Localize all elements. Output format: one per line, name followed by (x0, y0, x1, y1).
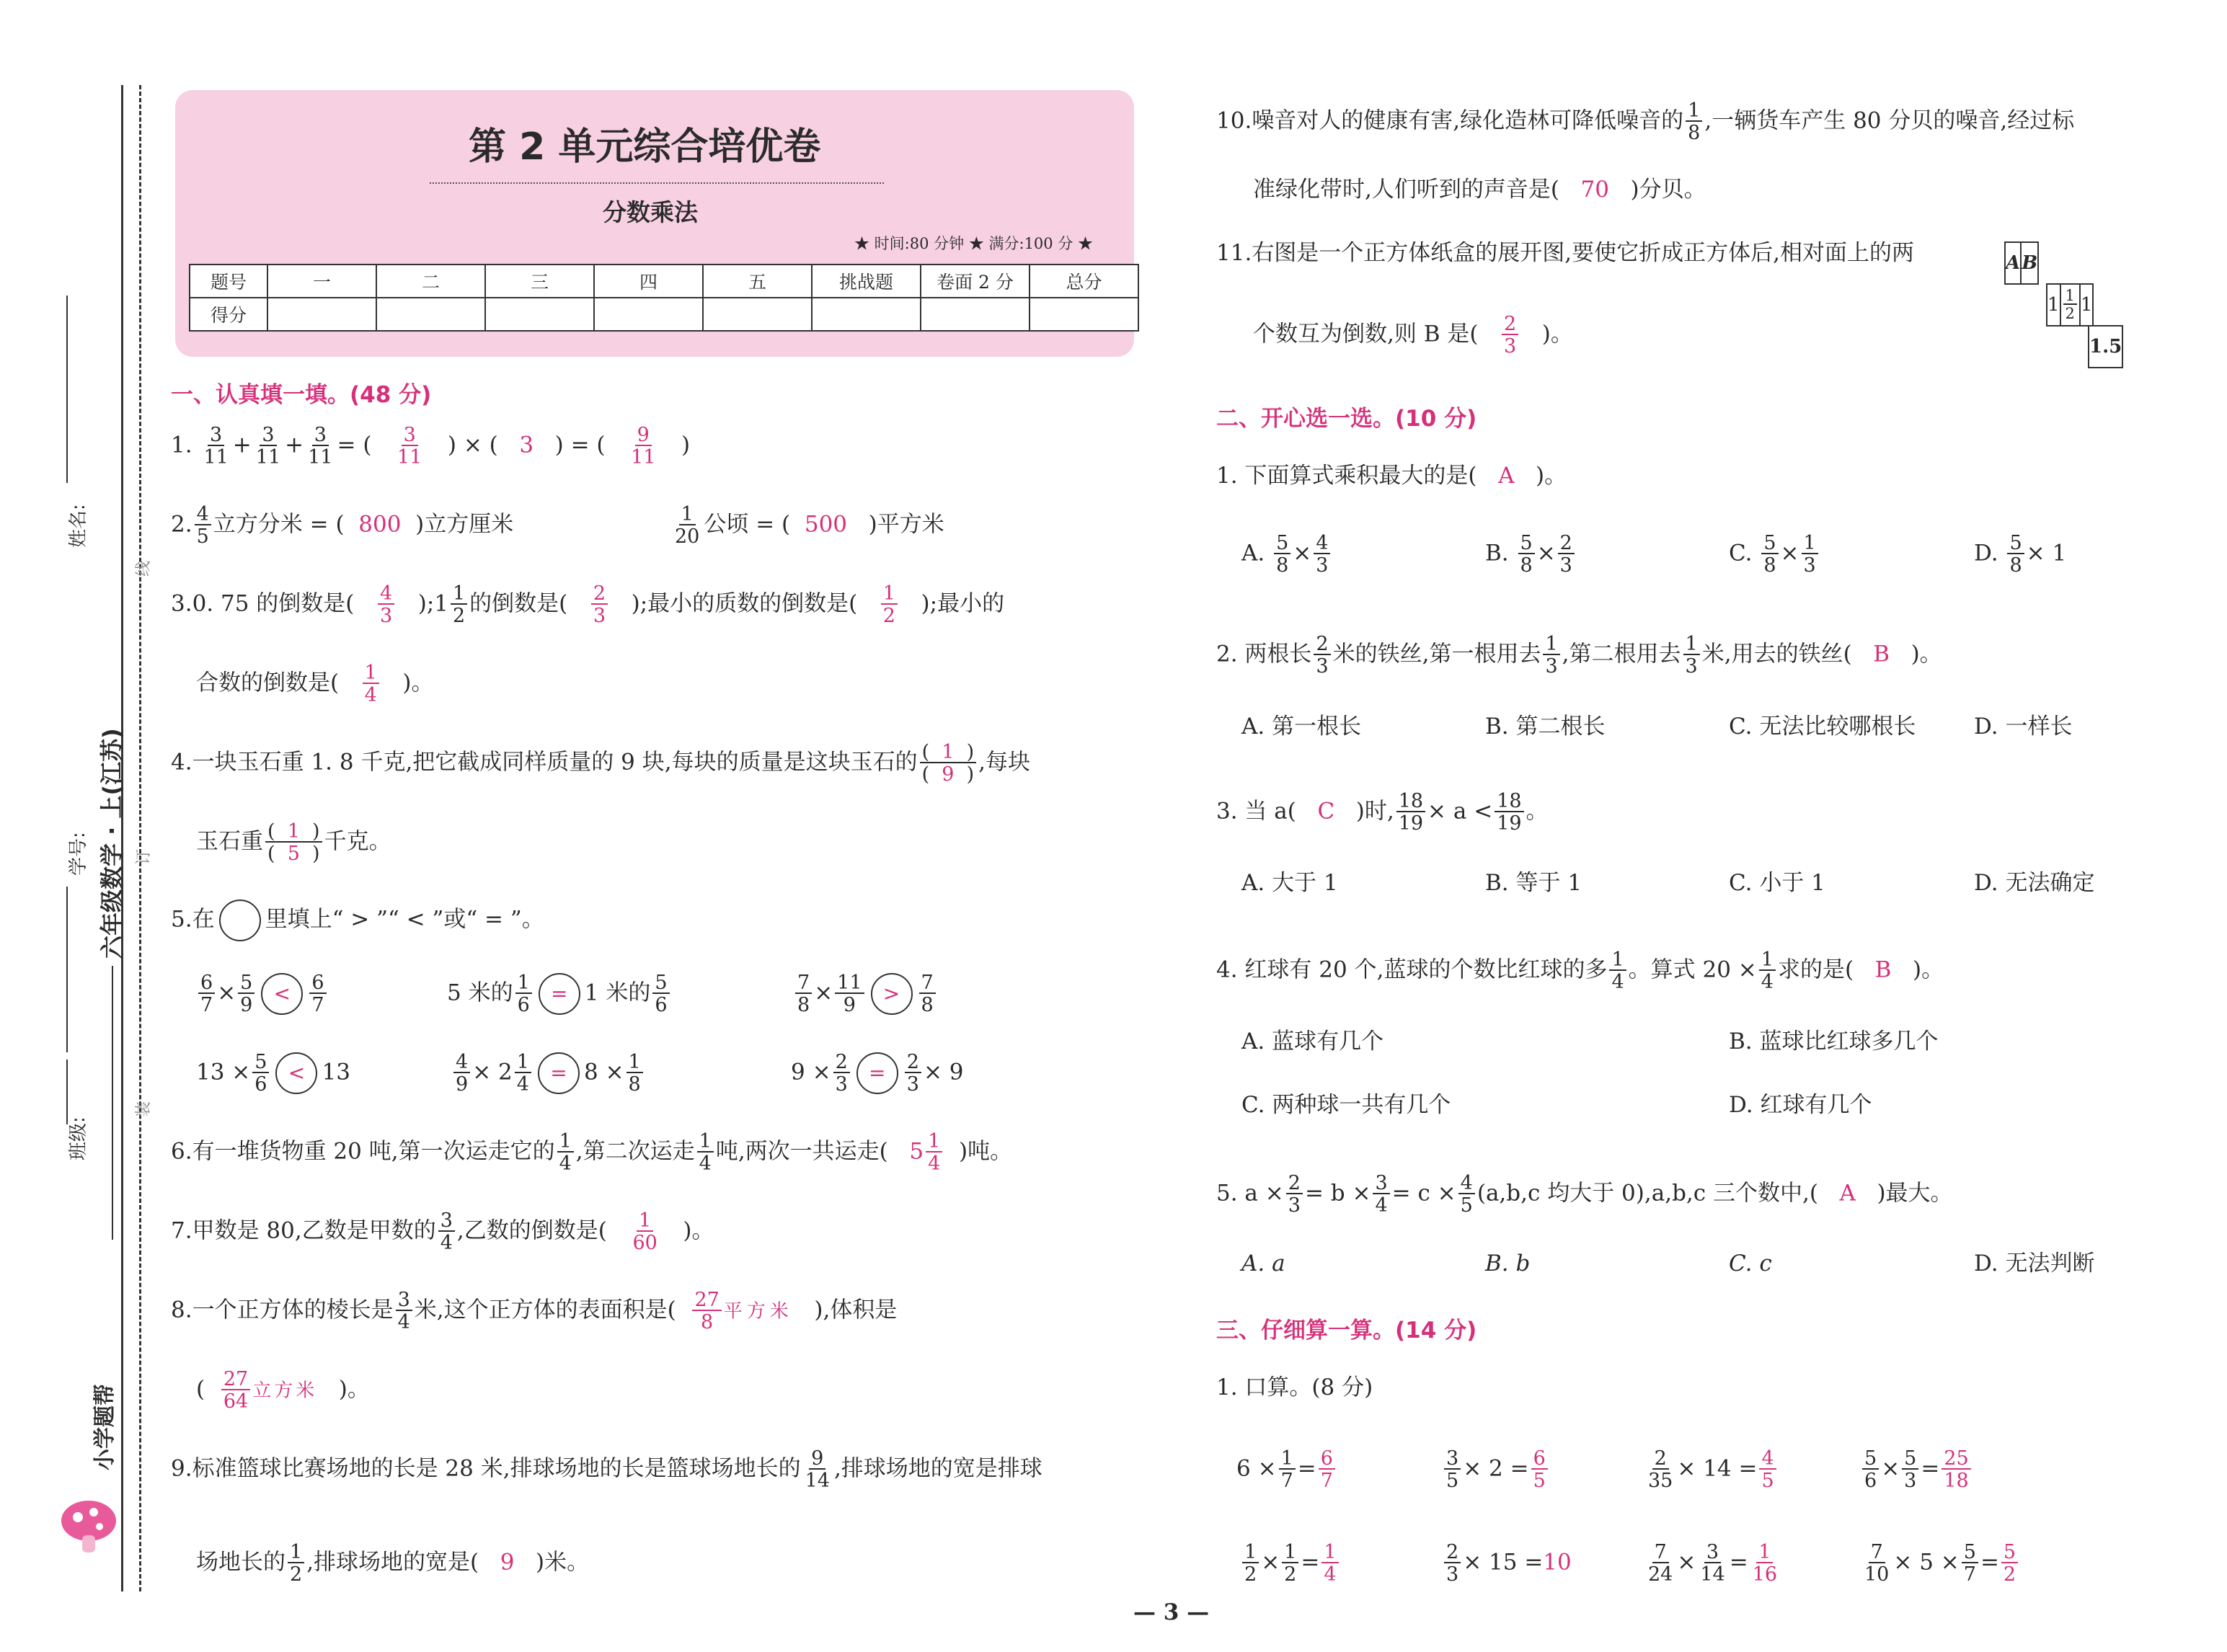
calc: $\frac{7}{10}$ × 5 × $\frac{5}{7}$ = $\frac{5}{2}$ (1860, 1542, 2020, 1584)
score-col: 五 (703, 265, 812, 298)
q-text: = b × (1304, 1180, 1371, 1207)
brand-label: 小学题帮 (92, 1384, 118, 1470)
q-num: 9. (171, 1455, 192, 1482)
q-text: ,第二根用去 (1562, 641, 1681, 667)
s1-q5-row1c: $\frac{7}{8}$ × $\frac{11}{9}$ > $\frac{7}{8}$ (793, 973, 938, 1015)
class-field[interactable] (66, 1060, 68, 1124)
bind-mark-line: 线 (135, 560, 153, 577)
answer: A (1498, 463, 1515, 489)
s1-q5-row2c: 9 × $\frac{2}{3}$ = $\frac{2}{3}$ × 9 (791, 1051, 964, 1096)
score-col: 题号 (190, 265, 267, 298)
q-text: 噪音对人的健康有害,绿化造林可降低噪音的 (1252, 107, 1684, 134)
answer: 3 (519, 432, 534, 458)
q11b: 个数互为倒数,则 B 是( $\frac{2}{3}$ )。 (1253, 313, 1573, 358)
score-cell[interactable] (812, 298, 921, 331)
section-1-title: 一、认真填一填。(48 分) (171, 382, 432, 408)
score-cell[interactable] (1030, 298, 1138, 331)
score-cell[interactable] (267, 298, 376, 331)
q-text: )。 (1536, 463, 1567, 489)
s2-q3: 3. 当 a( C )时, $\frac{18}{19}$ × a < $\frac{18}{19}$ 。 (1216, 790, 1549, 835)
s1-q4b: 玉石重 $\frac{( 1 )}{( 5 )}$ 千克。 (196, 820, 391, 865)
q-text: );最小的 (921, 590, 1005, 617)
option-a[interactable]: A. a (1241, 1251, 1285, 1276)
q-text: )。 (402, 670, 434, 696)
q-num: 7. (171, 1217, 192, 1244)
q10: 10.噪音对人的健康有害,绿化造林可降低噪音的 $\frac{1}{8}$ ,一辆货车产生 80 分贝的噪音,经过标 (1216, 99, 2075, 144)
q-text: )时, (1355, 798, 1394, 825)
calc: $\frac{1}{2}$ × $\frac{1}{2}$ = $\frac{1}{4}$ (1240, 1542, 1341, 1584)
q-text: = c × (1391, 1180, 1456, 1207)
name-field[interactable] (66, 296, 68, 483)
score-col: 四 (594, 265, 703, 298)
q-text: 5. a × (1216, 1180, 1284, 1207)
net-face: 1 (2047, 284, 2060, 326)
q-text: 1 米的 (584, 980, 651, 1006)
score-cell[interactable] (921, 298, 1030, 331)
name-label: 姓名: (68, 504, 89, 548)
s3-q1: 1. 口算。(8 分) (1216, 1375, 1373, 1400)
answer: 5 (909, 1138, 924, 1165)
score-cell[interactable] (376, 298, 485, 331)
calc: $\frac{3}{5}$ × 2 = $\frac{6}{5}$ (1442, 1449, 1550, 1491)
option-b[interactable]: B. 蓝球比红球多几个 (1729, 1029, 1939, 1054)
score-col: 一 (267, 265, 376, 298)
title-divider (430, 182, 884, 184)
q-num: 2. (171, 511, 192, 538)
s1-q5-row1b: 5 米的 $\frac{1}{6}$ = 1 米的 $\frac{5}{6}$ (447, 973, 672, 1015)
q-text: 个数互为倒数,则 B 是( (1253, 321, 1479, 347)
q-text: 千克。 (324, 828, 391, 855)
q-num: 6. (171, 1138, 192, 1165)
course-rule (112, 966, 113, 1240)
net-face: A (2005, 242, 2021, 284)
answer: 70 (1580, 177, 1609, 203)
q-num: 8. (171, 1297, 192, 1323)
q-num: 10. (1216, 107, 1252, 134)
s1-q8: 8.一个正方体的棱长是 $\frac{3}{4}$ 米,这个正方体的表面积是( $\frac{27}{8}$ 平方米 ),体积是 (171, 1289, 898, 1333)
option-d[interactable]: D. 无法确定 (1974, 870, 2095, 896)
q-text: 一块玉石重 1. 8 千克,把它截成同样质量的 9 块,每块的质量是这块玉石的 (192, 749, 918, 776)
q-text: 在 (192, 906, 215, 933)
compare-circle[interactable]: = (856, 1052, 898, 1094)
s1-q5-row1: $\frac{6}{7}$ × $\frac{5}{9}$ < $\frac{6}{7}$ (196, 973, 329, 1015)
q-text: 右图是一个正方体纸盒的展开图,要使它折成正方体后,相对面上的两 (1252, 240, 1915, 266)
s1-q8b: ( $\frac{27}{64}$ 立方米 )。 (196, 1368, 370, 1413)
compare-circle[interactable]: < (261, 973, 303, 1015)
q-text: )立方厘米 (415, 511, 514, 538)
page-subtitle: 分数乘法 (603, 198, 698, 226)
q-text: 3. 当 a( (1216, 798, 1296, 825)
q-num: 3. (171, 590, 192, 617)
s1-q2: 2. $\frac{4}{5}$ 立方分米 = ( 800 )立方厘米 (171, 503, 514, 548)
section-3-title: 三、仔细算一算。(14 分) (1216, 1318, 1477, 1344)
q11 (1216, 242, 1914, 265)
q-text: ),体积是 (814, 1297, 898, 1323)
q-text: 。算式 20 × (1628, 956, 1757, 983)
q-num: 1. (171, 432, 192, 458)
q-text: ,排球场地的宽是排球 (833, 1455, 1042, 1482)
q-text: )分贝。 (1630, 177, 1706, 203)
s2-q5: 5. a × $\frac{2}{3}$ = b × $\frac{3}{4}$ = c × $\frac{4}{5}$ (a,b,c 均大于 0),a,b,c 三个数中,( A )最大。 (1216, 1172, 1953, 1217)
net-face: 1 (2080, 284, 2094, 326)
s1-q3b: 合数的倒数是( $\frac{1}{4}$ )。 (196, 662, 434, 706)
q-text: ,第二次运走 (575, 1138, 695, 1165)
q-text: 0. 75 的倒数是( (192, 590, 355, 617)
s1-q5 (171, 900, 544, 941)
id-field[interactable] (66, 887, 68, 1052)
course-label: 六年级数学 · 上(江苏) (98, 728, 125, 959)
q-text: 一个正方体的棱长是 (192, 1297, 394, 1323)
q-text: );最小的质数的倒数是( (631, 590, 858, 617)
answer: 500 (804, 511, 848, 538)
q-text: )平方米 (868, 511, 944, 538)
q-text: )。 (1911, 641, 1942, 667)
s2-q2: 2. 两根长 $\frac{2}{3}$ 米的铁丝,第一根用去 $\frac{1}{3}$ ,第二根用去 $\frac{1}{3}$ 米,用去的铁丝( B )。 (1216, 633, 1942, 678)
q10b (1253, 179, 1706, 201)
score-table (189, 264, 1139, 332)
q-text: ,乙数的倒数是( (456, 1217, 607, 1244)
answer-unit: 平方米 (723, 1300, 793, 1323)
s2-q1 (1216, 465, 1567, 487)
q-text: 米,这个正方体的表面积是( (414, 1297, 676, 1323)
q-text: 2. 两根长 (1216, 641, 1312, 667)
opt-label: C. (1729, 540, 1753, 567)
id-label: 学号: (68, 832, 89, 876)
s1-q3: 3.0. 75 的倒数是( $\frac{4}{3}$ );1 $\frac{1}{2}$ 的倒数是( $\frac{2}{3}$ );最小的质数的倒数是( $\frac{1}{2}$ );最小的 (171, 582, 1005, 627)
s1-q9b: 场地长的 $\frac{1}{2}$ ,排球场地的宽是( 9 )米。 (196, 1541, 590, 1586)
calc: 6 × $\frac{1}{7}$ = $\frac{6}{7}$ (1236, 1449, 1337, 1491)
calc: $\frac{5}{6}$ × $\frac{5}{3}$ = $\frac{25}{18}$ (1860, 1449, 1973, 1491)
option-b[interactable]: B. 等于 1 (1485, 870, 1582, 896)
calc: $\frac{2}{35}$ × 14 = $\frac{4}{5}$ (1644, 1449, 1779, 1491)
answer-unit: 立方米 (252, 1380, 318, 1402)
q-text: )吨。 (958, 1138, 1013, 1165)
section-2-title: 二、开心选一选。(10 分) (1216, 406, 1477, 432)
q-text: )。 (338, 1376, 370, 1403)
s1-q5-row2: 13 × $\frac{5}{6}$ < 13 (196, 1051, 350, 1096)
mushroom-logo-icon (56, 1492, 128, 1557)
q-text: 的倒数是( (469, 590, 568, 617)
calc: $\frac{2}{3}$ × 15 =10 (1442, 1542, 1572, 1584)
q-text: ( (196, 1376, 205, 1403)
option-a[interactable]: A. $\frac{5}{8}$ × $\frac{4}{3}$ (1241, 533, 1332, 575)
compare-circle[interactable]: = (538, 1052, 580, 1094)
score-col: 卷面 2 分 (921, 265, 1030, 298)
q-text: )。 (1912, 956, 1944, 983)
bind-mark-bind: 装 (135, 1101, 153, 1117)
score-cell[interactable] (703, 298, 812, 331)
q-text: (a,b,c 均大于 0),a,b,c 三个数中,( (1476, 1180, 1818, 1207)
option-d[interactable]: D. 无法判断 (1974, 1251, 2095, 1276)
cut-line (139, 85, 141, 1591)
option-d[interactable]: D. 一样长 (1974, 714, 2073, 740)
exam-meta: ★ 时间:80 分钟 ★ 满分:100 分 ★ (854, 235, 1094, 252)
score-col: 挑战题 (812, 265, 921, 298)
s1-q7: 7.甲数是 80,乙数是甲数的 $\frac{3}{4}$ ,乙数的倒数是( $\frac{1}{60}$ )。 (171, 1209, 714, 1254)
q-text: )。 (1541, 321, 1573, 347)
q-text: 甲数是 80,乙数是甲数的 (192, 1217, 436, 1244)
q-text: 米的铁丝,第一根用去 (1332, 641, 1541, 667)
q-text: 5 米的 (447, 980, 513, 1006)
option-d[interactable]: D. $\frac{5}{8}$ × 1 (1974, 532, 2067, 577)
option-c[interactable]: C. $\frac{5}{8}$ × $\frac{1}{3}$ (1729, 533, 1820, 575)
score-cell[interactable] (485, 298, 594, 331)
option-c[interactable]: C. 无法比较哪根长 (1729, 714, 1916, 740)
q-text: ,每块 (978, 749, 1031, 776)
option-d[interactable]: D. 红球有几个 (1729, 1092, 1872, 1118)
q-text: 场地长的 (196, 1549, 285, 1576)
page-title: 第 2 单元综合培优卷 (469, 125, 821, 169)
q-text: 标准篮球比赛场地的长是 28 米,排球场地的长是篮球场地长的 (192, 1455, 801, 1482)
answer: A (1839, 1180, 1856, 1207)
answer: B (1874, 956, 1892, 983)
s1-q5-row2b: $\frac{4}{9}$ × 2 $\frac{1}{4}$ = 8 × $\frac{1}{8}$ (451, 1052, 645, 1094)
q-text: );1 (417, 590, 448, 617)
q-text: 立方分米 = ( (213, 511, 345, 538)
s1-q6: 6.有一堆货物重 20 吨,第一次运走它的 $\frac{1}{4}$ ,第二次运走 $\frac{1}{4}$ 吨,两次一共运走( 5 $\frac{1}{4}$ )吨。 (171, 1130, 1013, 1175)
option-b[interactable]: B. $\frac{5}{8}$ × $\frac{2}{3}$ (1485, 533, 1577, 575)
compare-circle[interactable]: < (275, 1052, 317, 1094)
q-text: 求的是( (1777, 956, 1854, 983)
q-text: 玉石重 (196, 828, 263, 855)
q-text: 4. 红球有 20 个,蓝球的个数比红球的多 (1216, 956, 1608, 983)
opt-label: B. (1485, 540, 1509, 567)
q-num: 4. (171, 749, 192, 776)
answer: 9 (500, 1549, 515, 1576)
score-col: 总分 (1030, 265, 1138, 298)
option-b[interactable]: B. b (1485, 1251, 1531, 1276)
s2-q4: 4. 红球有 20 个,蓝球的个数比红球的多 $\frac{1}{4}$ 。算式 20 × $\frac{1}{4}$ 求的是( B )。 (1216, 949, 1944, 993)
compare-circle[interactable]: = (539, 973, 580, 1015)
q-text: 公顷 = ( (704, 511, 791, 538)
q-text: 米,用去的铁丝( (1701, 641, 1852, 667)
s1-q1: 1. $\frac{3}{11}$ + $\frac{3}{11}$ + $\frac{3}{11}$ = ( $\frac{3}{11}$ ) × ( 3 ) = ( $\frac{9}{11}$ ) (171, 424, 691, 468)
opt-label: D. (1974, 540, 1998, 567)
q-text: 吨,两次一共运走( (715, 1138, 888, 1165)
q-text: )。 (683, 1217, 714, 1244)
option-b[interactable]: B. 第二根长 (1485, 714, 1606, 740)
compare-circle[interactable]: > (871, 973, 913, 1015)
net-face: B (2021, 242, 2038, 284)
score-cell[interactable] (594, 298, 703, 331)
q-num: 5. (171, 906, 192, 933)
s1-q4: 4.一块玉石重 1. 8 千克,把它截成同样质量的 9 块,每块的质量是这块玉石的 $\frac{( 1 )}{( 9 )}$ ,每块 (171, 741, 1031, 786)
option-c[interactable]: C. 小于 1 (1729, 870, 1825, 896)
q-text: )米。 (536, 1549, 590, 1576)
s1-q9: 9.标准篮球比赛场地的长是 28 米,排球场地的长是篮球场地长的 $\frac{9}{14}$ ,排球场地的宽是排球 (171, 1447, 1042, 1492)
net-face: $\frac{1}{2}$ (2060, 284, 2080, 326)
calc: $\frac{7}{24}$ × $\frac{3}{14}$ = $\frac{1}{16}$ (1648, 1541, 1778, 1586)
option-a[interactable]: A. 第一根长 (1241, 714, 1362, 740)
option-c[interactable]: C. 两种球一共有几个 (1241, 1092, 1451, 1118)
class-label: 班级: (68, 1116, 89, 1160)
q-text: 1. 下面算式乘积最大的是( (1216, 463, 1477, 489)
score-row-label: 得分 (190, 298, 267, 331)
q-text: 合数的倒数是( (196, 670, 340, 696)
q-text: ,排球场地的宽是( (306, 1549, 479, 1576)
q-text: 准绿化带时,人们听到的声音是( (1253, 177, 1559, 203)
answer: 10 (1543, 1549, 1572, 1576)
q-text: ,一辆货车产生 80 分贝的噪音,经过标 (1704, 107, 2075, 134)
opt-label: A. (1241, 540, 1265, 567)
option-a[interactable]: A. 蓝球有几个 (1241, 1029, 1384, 1054)
page-number: — 3 — (1133, 1599, 1210, 1625)
q-num: 11. (1216, 240, 1252, 266)
bind-mark-order: 订 (135, 848, 153, 865)
answer: B (1873, 641, 1890, 667)
option-c[interactable]: C. c (1729, 1251, 1772, 1276)
q-text: )最大。 (1877, 1180, 1953, 1207)
q-text: 里填上“ > ”“ < ”或“ = ”。 (265, 906, 544, 933)
q-text: 有一堆货物重 20 吨,第一次运走它的 (192, 1138, 555, 1165)
answer: 800 (358, 511, 402, 538)
score-col: 三 (485, 265, 594, 298)
answer: C (1317, 798, 1335, 825)
net-face: 1.5 (2089, 326, 2122, 368)
option-a[interactable]: A. 大于 1 (1241, 870, 1338, 896)
score-col: 二 (376, 265, 485, 298)
s1-q2b: $\frac{1}{20}$ 公顷 = ( 500 )平方米 (675, 503, 944, 548)
